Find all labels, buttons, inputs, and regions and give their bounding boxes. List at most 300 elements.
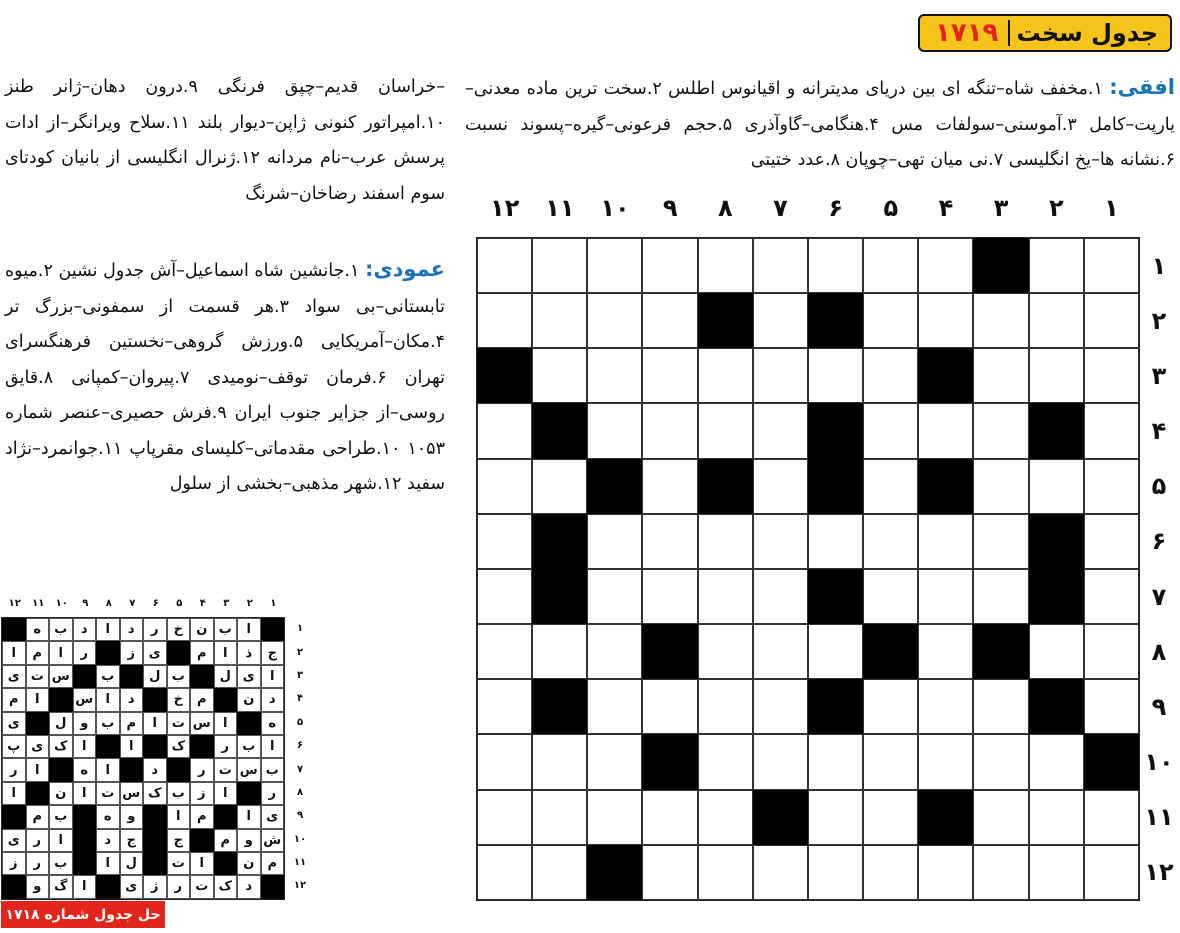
empty-cell[interactable]: [1084, 569, 1139, 624]
empty-cell[interactable]: [863, 459, 918, 514]
solution-letter-cell: د: [120, 688, 144, 711]
empty-cell[interactable]: [863, 293, 918, 348]
empty-cell[interactable]: [1084, 403, 1139, 458]
solution-black-cell: [26, 712, 50, 735]
empty-cell[interactable]: [532, 293, 587, 348]
solution-letter-cell: ا: [26, 758, 50, 781]
empty-cell[interactable]: [477, 514, 532, 569]
empty-cell[interactable]: [863, 734, 918, 789]
solution-letter-cell: ر: [167, 875, 191, 898]
title-badge: [918, 14, 1172, 52]
empty-cell[interactable]: [1029, 238, 1084, 293]
solution-letter-cell: ا: [96, 618, 120, 641]
column-number: ۱: [1104, 194, 1119, 222]
column-number: ۴: [938, 194, 954, 222]
black-cell: [532, 514, 587, 569]
solution-letter-cell: د: [120, 618, 144, 641]
column-number: ۱۱: [545, 194, 575, 222]
empty-cell[interactable]: [918, 679, 973, 734]
solution-black-cell: [167, 641, 191, 664]
empty-cell[interactable]: [1029, 790, 1084, 845]
black-cell: [753, 790, 808, 845]
solution-letter-cell: ک: [214, 875, 238, 898]
empty-cell[interactable]: [1084, 845, 1139, 900]
empty-cell[interactable]: [698, 624, 753, 679]
down-clues: [5, 252, 445, 503]
solution-column-number: ۸: [105, 598, 112, 609]
solution-black-cell: [96, 735, 120, 758]
empty-cell[interactable]: [918, 569, 973, 624]
empty-cell[interactable]: [808, 845, 863, 900]
empty-cell[interactable]: [1029, 293, 1084, 348]
solution-black-cell: [214, 852, 238, 875]
title-divider: [1008, 20, 1010, 46]
black-cell: [973, 238, 1028, 293]
solution-column-number: ۵: [176, 598, 183, 609]
black-cell: [698, 459, 753, 514]
empty-cell[interactable]: [863, 348, 918, 403]
empty-cell[interactable]: [1084, 514, 1139, 569]
solution-black-cell: [73, 805, 97, 828]
row-number: ۱۰: [1144, 747, 1174, 776]
empty-cell[interactable]: [808, 348, 863, 403]
empty-cell[interactable]: [753, 734, 808, 789]
solution-black-cell: [96, 641, 120, 664]
empty-cell[interactable]: [477, 679, 532, 734]
solution-letter-cell: ی: [120, 875, 144, 898]
black-cell: [808, 679, 863, 734]
solution-black-cell: [167, 758, 191, 781]
column-number: ۳: [993, 194, 1009, 222]
empty-cell[interactable]: [587, 403, 642, 458]
down-clues-text: ۱.جانشین شاه اسماعیل–آش جدول نشین ۲.میوه تابستانی–بی سواد ۳.هر قسمت از سمفونی–بزرگ تر ۴.مکان–آمریکایی ۵.ورزش گروهی–نخستین فرهنگسرای تهران ۶.فرمان توقف–نومیدی ۷.پیروان–کمپانی ۸.قایق روسی–از جزایر جنوب ایران ۹.فرش حصیری–عنصر شماره ۱۰۵۳ ۱۰.طراحی مقدماتی–کلیسای مقرپاپ ۱۱.جوانمرد–نژاد سفید ۱۲.شهر مذهبی–بخشی از سلول: [5, 261, 446, 494]
solution-column-number: ۷: [129, 598, 136, 609]
empty-cell[interactable]: [477, 624, 532, 679]
empty-cell[interactable]: [863, 403, 918, 458]
empty-cell[interactable]: [753, 569, 808, 624]
empty-cell[interactable]: [587, 679, 642, 734]
solution-letter-cell: ب: [49, 805, 73, 828]
solution-letter-cell: د: [261, 688, 285, 711]
grid-row-numbers: [1142, 238, 1176, 900]
solution-letter-cell: ک: [49, 735, 73, 758]
empty-cell[interactable]: [587, 238, 642, 293]
empty-cell[interactable]: [1029, 734, 1084, 789]
empty-cell[interactable]: [587, 514, 642, 569]
empty-cell[interactable]: [753, 459, 808, 514]
empty-cell[interactable]: [587, 624, 642, 679]
solution-letter-cell: ل: [143, 665, 167, 688]
solution-letter-cell: د: [73, 618, 97, 641]
empty-cell[interactable]: [808, 734, 863, 789]
solution-letter-cell: ا: [73, 875, 97, 898]
solution-letter-cell: ب: [214, 618, 238, 641]
empty-cell[interactable]: [753, 293, 808, 348]
solution-letter-cell: ا: [143, 712, 167, 735]
solution-row-number: ۲: [296, 646, 304, 658]
empty-cell[interactable]: [808, 790, 863, 845]
solution-letter-cell: ه: [26, 618, 50, 641]
solution-letter-cell: ب: [261, 758, 285, 781]
solution-letter-cell: ک: [143, 782, 167, 805]
solution-column-number: ۱: [270, 598, 277, 609]
solution-column-number: ۹: [82, 598, 89, 609]
empty-cell[interactable]: [973, 845, 1028, 900]
solution-row-number: ۱۲: [293, 880, 307, 892]
empty-cell[interactable]: [753, 514, 808, 569]
empty-cell[interactable]: [1029, 624, 1084, 679]
solution-letter-cell: ل: [49, 712, 73, 735]
solution-column-number: ۱۲: [8, 598, 21, 609]
solution-letter-cell: س: [237, 758, 261, 781]
solution-letter-cell: ز: [2, 852, 26, 875]
solution-black-cell: [143, 735, 167, 758]
across-heading: افقی:: [1109, 75, 1175, 99]
solution-letter-cell: ن: [237, 852, 261, 875]
solution-black-cell: [2, 618, 26, 641]
solution-letter-cell: م: [26, 805, 50, 828]
solution-column-numbers: [1, 598, 285, 614]
empty-cell[interactable]: [1029, 459, 1084, 514]
empty-cell[interactable]: [863, 790, 918, 845]
solution-row-number: ۹: [296, 810, 304, 822]
empty-cell[interactable]: [532, 238, 587, 293]
empty-cell[interactable]: [918, 293, 973, 348]
solution-column-number: ۳: [223, 598, 230, 609]
empty-cell[interactable]: [698, 238, 753, 293]
empty-cell[interactable]: [642, 293, 697, 348]
solution-grid: [1, 617, 285, 900]
empty-cell[interactable]: [1084, 679, 1139, 734]
black-cell: [477, 348, 532, 403]
solution-letter-cell: خ: [167, 618, 191, 641]
empty-cell[interactable]: [973, 293, 1028, 348]
solution-black-cell: [73, 829, 97, 852]
empty-cell[interactable]: [973, 679, 1028, 734]
empty-cell[interactable]: [642, 238, 697, 293]
empty-cell[interactable]: [477, 790, 532, 845]
solution-letter-cell: ر: [190, 758, 214, 781]
empty-cell[interactable]: [477, 569, 532, 624]
solution-letter-cell: س: [73, 688, 97, 711]
solution-black-cell: [143, 688, 167, 711]
solution-black-cell: [214, 688, 238, 711]
empty-cell[interactable]: [918, 238, 973, 293]
empty-cell[interactable]: [477, 845, 532, 900]
solution-black-cell: [120, 665, 144, 688]
solution-letter-cell: س: [120, 782, 144, 805]
solution-letter-cell: س: [190, 712, 214, 735]
solution-black-cell: [73, 665, 97, 688]
solution-letter-cell: ب: [237, 735, 261, 758]
empty-cell[interactable]: [532, 734, 587, 789]
solution-letter-cell: ا: [120, 735, 144, 758]
solution-letter-cell: ا: [261, 665, 285, 688]
solution-letter-cell: ر: [143, 618, 167, 641]
solution-letter-cell: و: [26, 875, 50, 898]
solution-letter-cell: ت: [167, 852, 191, 875]
empty-cell[interactable]: [753, 238, 808, 293]
solution-letter-cell: ج: [120, 829, 144, 852]
empty-cell[interactable]: [698, 569, 753, 624]
empty-cell[interactable]: [642, 569, 697, 624]
solution-letter-cell: ا: [96, 852, 120, 875]
empty-cell[interactable]: [973, 514, 1028, 569]
empty-cell[interactable]: [1084, 624, 1139, 679]
solution-letter-cell: ژ: [143, 875, 167, 898]
empty-cell[interactable]: [698, 790, 753, 845]
solution-letter-cell: م: [190, 805, 214, 828]
empty-cell[interactable]: [1029, 348, 1084, 403]
column-number: ۲: [1048, 194, 1064, 222]
solution-letter-cell: ه: [73, 758, 97, 781]
solution-letter-cell: ی: [2, 665, 26, 688]
solution-black-cell: [261, 875, 285, 898]
row-number: ۱۱: [1144, 803, 1174, 832]
empty-cell[interactable]: [1084, 348, 1139, 403]
empty-cell[interactable]: [753, 845, 808, 900]
solution-column-number: ۱۱: [32, 598, 45, 609]
solution-letter-cell: ا: [49, 641, 73, 664]
solution-black-cell: [73, 852, 97, 875]
empty-cell[interactable]: [918, 514, 973, 569]
empty-cell[interactable]: [808, 238, 863, 293]
black-cell: [1029, 569, 1084, 624]
solution-letter-cell: ب: [49, 618, 73, 641]
empty-cell[interactable]: [808, 624, 863, 679]
empty-cell[interactable]: [532, 459, 587, 514]
empty-cell[interactable]: [863, 238, 918, 293]
solution-letter-cell: ک: [167, 735, 191, 758]
black-cell: [532, 569, 587, 624]
empty-cell[interactable]: [753, 624, 808, 679]
empty-cell[interactable]: [587, 734, 642, 789]
across-clues-continuation: [5, 70, 445, 212]
black-cell: [532, 679, 587, 734]
empty-cell[interactable]: [698, 348, 753, 403]
empty-cell[interactable]: [973, 734, 1028, 789]
solution-letter-cell: ی: [26, 735, 50, 758]
solution-row-number: ۷: [296, 763, 304, 775]
row-number: ۳: [1151, 361, 1167, 390]
empty-cell[interactable]: [1029, 845, 1084, 900]
empty-cell[interactable]: [698, 403, 753, 458]
empty-cell[interactable]: [753, 679, 808, 734]
puzzle-number: ۱۷۱۹: [934, 18, 999, 48]
across-clues: [465, 70, 1175, 179]
solution-letter-cell: ت: [96, 782, 120, 805]
solution-letter-cell: ت: [167, 712, 191, 735]
solution-letter-cell: ن: [190, 618, 214, 641]
solution-letter-cell: م: [120, 712, 144, 735]
row-number: ۹: [1151, 692, 1167, 721]
column-number: ۱۲: [490, 194, 520, 222]
column-number: ۶: [828, 194, 843, 222]
solution-letter-cell: ر: [2, 758, 26, 781]
empty-cell[interactable]: [642, 514, 697, 569]
empty-cell[interactable]: [642, 403, 697, 458]
empty-cell[interactable]: [698, 514, 753, 569]
solution-letter-cell: پ: [2, 735, 26, 758]
black-cell: [973, 624, 1028, 679]
empty-cell[interactable]: [477, 238, 532, 293]
solution-letter-cell: و: [73, 712, 97, 735]
solution-black-cell: [49, 758, 73, 781]
solution-letter-cell: ی: [261, 805, 285, 828]
solution-letter-cell: ر: [214, 735, 238, 758]
solution-black-cell: [96, 875, 120, 898]
black-cell: [918, 348, 973, 403]
solution-letter-cell: و: [120, 805, 144, 828]
row-number: ۵: [1151, 472, 1167, 501]
row-number: ۱: [1151, 251, 1167, 280]
empty-cell[interactable]: [477, 293, 532, 348]
empty-cell[interactable]: [918, 403, 973, 458]
empty-cell[interactable]: [973, 569, 1028, 624]
solution-letter-cell: ا: [96, 688, 120, 711]
solution-letter-cell: ا: [237, 618, 261, 641]
solution-letter-cell: ا: [167, 805, 191, 828]
empty-cell[interactable]: [973, 348, 1028, 403]
solution-letter-cell: گ: [49, 875, 73, 898]
empty-cell[interactable]: [642, 679, 697, 734]
empty-cell[interactable]: [477, 403, 532, 458]
empty-cell[interactable]: [1084, 790, 1139, 845]
empty-cell[interactable]: [587, 293, 642, 348]
empty-cell[interactable]: [532, 845, 587, 900]
empty-cell[interactable]: [698, 734, 753, 789]
solution-letter-cell: ر: [26, 852, 50, 875]
grid-column-numbers: [477, 194, 1139, 224]
solution-black-cell: [261, 618, 285, 641]
row-number: ۴: [1151, 417, 1167, 446]
solution-letter-cell: ر: [73, 641, 97, 664]
solution-black-cell: [49, 688, 73, 711]
solution-letter-cell: ا: [237, 805, 261, 828]
black-cell: [918, 790, 973, 845]
solution-black-cell: [190, 665, 214, 688]
black-cell: [698, 293, 753, 348]
solution-letter-cell: ا: [214, 641, 238, 664]
empty-cell[interactable]: [753, 348, 808, 403]
black-cell: [642, 734, 697, 789]
empty-cell[interactable]: [1084, 238, 1139, 293]
puzzle-title: جدول سخت: [1016, 19, 1158, 47]
empty-cell[interactable]: [1084, 459, 1139, 514]
row-number: ۲: [1151, 306, 1167, 335]
empty-cell[interactable]: [477, 459, 532, 514]
empty-cell[interactable]: [642, 459, 697, 514]
empty-cell[interactable]: [918, 624, 973, 679]
black-cell: [642, 624, 697, 679]
solution-letter-cell: ش: [261, 829, 285, 852]
empty-cell[interactable]: [1084, 293, 1139, 348]
empty-cell[interactable]: [973, 459, 1028, 514]
empty-cell[interactable]: [973, 403, 1028, 458]
solution-letter-cell: ل: [120, 852, 144, 875]
solution-black-cell: [2, 805, 26, 828]
empty-cell[interactable]: [698, 845, 753, 900]
empty-cell[interactable]: [918, 734, 973, 789]
empty-cell[interactable]: [642, 790, 697, 845]
solution-letter-cell: ا: [2, 782, 26, 805]
solution-black-cell: [143, 852, 167, 875]
black-cell: [808, 403, 863, 458]
column-number: ۷: [773, 194, 788, 222]
empty-cell[interactable]: [863, 569, 918, 624]
empty-cell[interactable]: [698, 679, 753, 734]
solution-black-cell: [190, 829, 214, 852]
solution-letter-cell: ت: [26, 665, 50, 688]
empty-cell[interactable]: [532, 348, 587, 403]
solution-letter-cell: م: [190, 641, 214, 664]
solution-row-number: ۶: [296, 740, 304, 752]
solution-caption: حل جدول شماره ۱۷۱۸: [1, 901, 165, 928]
row-number: ۱۲: [1144, 858, 1174, 887]
solution-letter-cell: د: [96, 829, 120, 852]
empty-cell[interactable]: [642, 845, 697, 900]
empty-cell[interactable]: [863, 514, 918, 569]
empty-cell[interactable]: [477, 734, 532, 789]
column-number: ۸: [718, 194, 733, 222]
solution-letter-cell: ت: [190, 875, 214, 898]
empty-cell[interactable]: [587, 569, 642, 624]
down-heading: عمودی:: [364, 257, 445, 281]
solution-letter-cell: ی: [2, 712, 26, 735]
black-cell: [1084, 734, 1139, 789]
solution-letter-cell: ب: [167, 665, 191, 688]
solution-letter-cell: ی: [237, 665, 261, 688]
across-clues-text: ۱.مخفف شاه–تنگه ای بین دریای مدیترانه و اقیانوس اطلس ۲.سخت ترین ماده معدنی–یارپت–کامل ۳.آموسنی–سولفات مس ۴.هنگامی–گاوآذری ۵.حجم فرعونی–گیره–پسوند نسبت ۶.نشانه ها–یخ انگلیسی ۷.نی میان تهی–چوپان ۸.عدد ختیتی: [465, 79, 1176, 170]
solution-black-cell: [237, 712, 261, 735]
solution-column-number: ۱۰: [55, 598, 68, 609]
across-continuation-text: –خراسان قدیم–چپق فرنگی ۹.درون دهان–ژانر طنز ۱۰.امپراتور کنونی ژاپن–دیوار بلند ۱۱.سلاح ویرانگر–از ادات پرسش عرب–نام مردانه ۱۲.ژنرال انگلیسی از بانیان کودتای سوم اسفند رضاخان–شرنگ: [5, 77, 445, 204]
empty-cell[interactable]: [642, 348, 697, 403]
solution-letter-cell: ا: [214, 782, 238, 805]
solution-letter-cell: و: [237, 829, 261, 852]
column-number: ۱۰: [600, 194, 630, 222]
empty-cell[interactable]: [973, 790, 1028, 845]
empty-cell[interactable]: [863, 679, 918, 734]
empty-cell[interactable]: [532, 790, 587, 845]
empty-cell[interactable]: [753, 403, 808, 458]
solution-letter-cell: د: [143, 758, 167, 781]
solution-letter-cell: ا: [2, 641, 26, 664]
solution-letter-cell: م: [261, 852, 285, 875]
empty-cell[interactable]: [918, 845, 973, 900]
solution-letter-cell: ن: [49, 782, 73, 805]
empty-cell[interactable]: [587, 790, 642, 845]
solution-letter-cell: ی: [143, 641, 167, 664]
empty-cell[interactable]: [863, 845, 918, 900]
solution-black-cell: [237, 782, 261, 805]
solution-letter-cell: م: [190, 688, 214, 711]
empty-cell[interactable]: [587, 348, 642, 403]
solution-black-cell: [120, 758, 144, 781]
solution-black-cell: [26, 782, 50, 805]
solution-row-number: ۱۱: [293, 857, 307, 869]
solution-letter-cell: ج: [167, 829, 191, 852]
black-cell: [1029, 403, 1084, 458]
solution-letter-cell: ر: [261, 782, 285, 805]
empty-cell[interactable]: [808, 514, 863, 569]
solution-letter-cell: خ: [167, 688, 191, 711]
black-cell: [1029, 679, 1084, 734]
empty-cell[interactable]: [532, 624, 587, 679]
solution-letter-cell: س: [49, 665, 73, 688]
solution-letter-cell: ا: [261, 735, 285, 758]
black-cell: [587, 459, 642, 514]
